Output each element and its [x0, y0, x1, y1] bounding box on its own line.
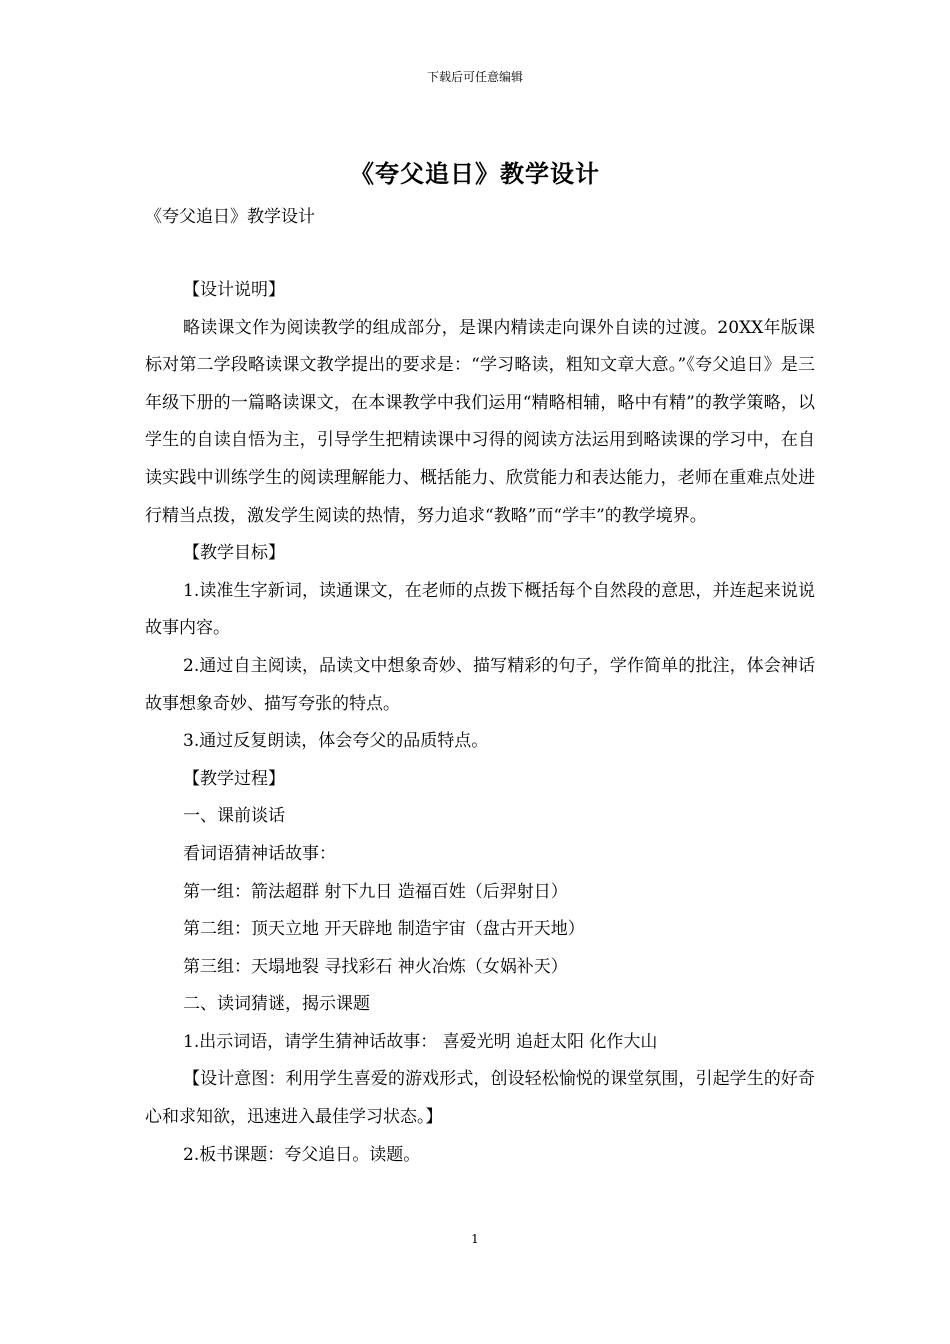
section-heading-design-notes: 【设计说明】: [183, 280, 285, 300]
process-item-1: 1.出示词语，请学生猜神话故事： 喜爱光明 追赶太阳 化作大山: [183, 1031, 658, 1052]
process-text: 看词语猜神话故事：: [183, 843, 336, 864]
document-subtitle: 《夸父追日》教学设计: [145, 207, 315, 227]
goal-item-3: 3.通过反复朗读，体会夸父的品质特点。: [183, 731, 489, 752]
section-heading-teaching-process: 【教学过程】: [183, 768, 285, 789]
document-body: [145, 272, 815, 1174]
goal-item-1: 1.读准生字新词，读通课文，在老师的点拨下概括每个自然段的意思，并连起来说说故事内容。: [145, 580, 815, 639]
process-step-1-heading: 一、课前谈话: [183, 806, 285, 827]
header-note: 下载后可任意编辑: [426, 70, 523, 84]
design-intent: 【设计意图：利用学生喜爱的游戏形式，创设轻松愉悦的课堂氛围，引起学生的好奇心和求知欲，迅速进入最佳学习状态。】: [145, 1069, 815, 1128]
word-group-2: 第二组：顶天立地 开天辟地 制造宇宙（盘古开天地）: [183, 919, 585, 940]
document-title: 《夸父追日》教学设计: [350, 159, 600, 188]
paragraph-design-notes: 略读课文作为阅读教学的组成部分，是课内精读走向课外自读的过渡。20XX年版课标对第二学段略读课文教学提出的要求是：“学习略读，粗知文章大意。”《夸父追日》是三年级下册的一篇略读课文，在本课教学中我们运用“精略相辅，略中有精”的教学策略，以学生的自读自悟为主，引导学生把精读课中习得的阅读方法运用到略读课的学习中，在自读实践中训练学生的阅读理解能力、概括能力、欣赏能力和表达能力，老师在重难点处进行精当点拨，激发学生阅读的热情，努力追求“教略”而“学丰”的教学境界。: [145, 317, 815, 526]
word-group-3: 第三组：天塌地裂 寻找彩石 神火冶炼（女娲补天）: [183, 956, 568, 977]
goal-item-2: 2.通过自主阅读，品读文中想象奇妙、描写精彩的句子，学作简单的批注，体会神话故事想象奇妙、描写夸张的特点。: [145, 655, 815, 714]
page-number: 1: [471, 1232, 479, 1246]
process-step-2-heading: 二、读词猜谜，揭示课题: [183, 994, 370, 1015]
word-group-1: 第一组：箭法超群 射下九日 造福百姓（后羿射日）: [183, 881, 568, 902]
section-heading-teaching-goals: 【教学目标】: [183, 543, 285, 564]
process-item-2: 2.板书课题：夸父追日。读题。: [183, 1144, 421, 1165]
